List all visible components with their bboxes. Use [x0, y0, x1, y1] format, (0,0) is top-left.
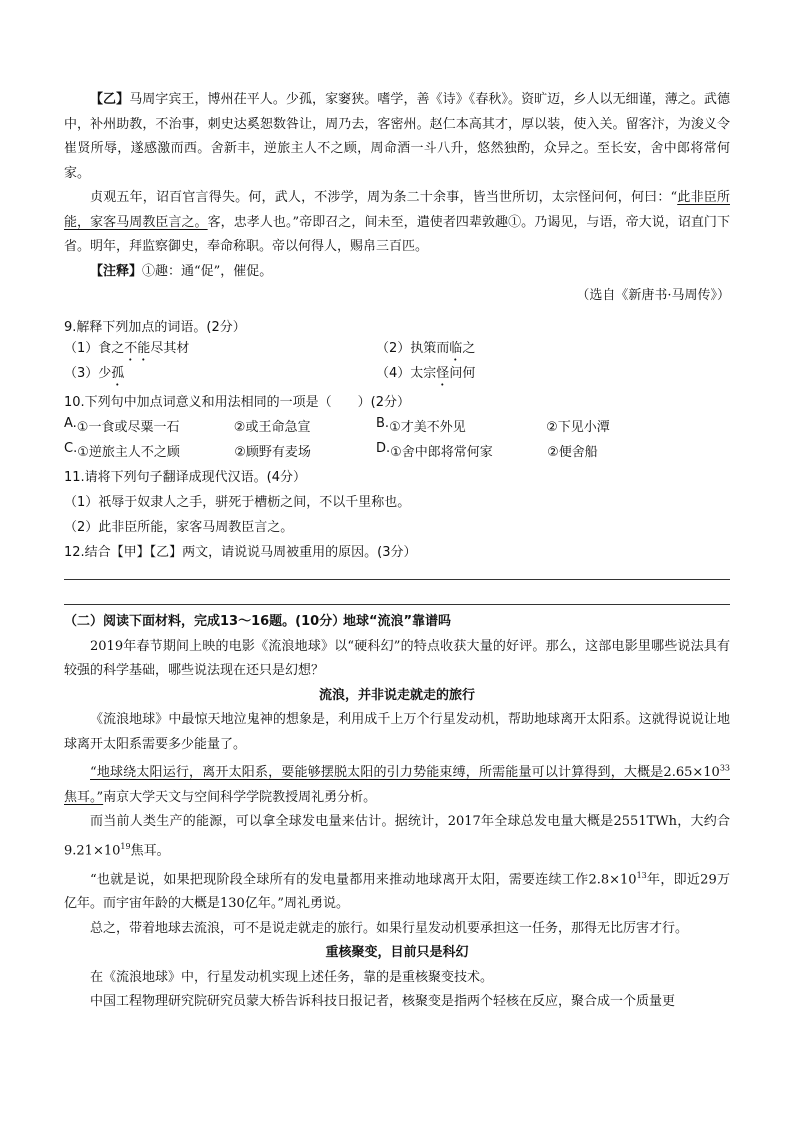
passage-yi-paragraph-2: 贞观五年，诏百官言得失。何，武人，不涉学，周为条二十余事，皆当世所切，太宗怪问何，何曰：“此非臣所能，家客马周教臣言之。客，忠孝人也。”帝即召之，间未至，遣使者四辈敦趣①。乃谒见，与语，帝大说，诏直门下省。明年，拜监察御史，奉命称职。帝以何得人，赐帛三百匹。 — [64, 190, 730, 254]
passage-yi-label: 【乙】 — [90, 92, 130, 107]
q9-item-2: （2）执策而临之 — [376, 341, 476, 356]
dotted-word: 怪 — [436, 366, 450, 381]
source-citation: （选自《新唐书·马周传》） — [576, 288, 730, 303]
q9-row-1 — [64, 338, 730, 363]
article-paragraph-6: 在《流浪地球》中，行星发动机实现上述任务，靠的是重核聚变技术。 — [90, 969, 494, 985]
subheading-2: 重核聚变，目前只是科幻 — [325, 945, 469, 961]
article-paragraph-1: 《流浪地球》中最惊天地泣鬼神的想象是，利用成千上万个行星发动机，帮助地球离开太阳系。这就得说说让地球离开太阳系需要多少能量了。 — [64, 712, 730, 752]
annotation-label: 【注释】 — [90, 263, 143, 279]
q11-stem: 11.请将下列句子翻译成现代汉语。(4分） — [64, 470, 307, 485]
questions-block — [64, 313, 730, 563]
q9-stem: 9.解释下列加点的词语。(2分） — [64, 320, 246, 335]
passage-yi — [64, 88, 730, 309]
q10-option-b: B. ①才美不外见 ②下见小潭 — [376, 416, 610, 435]
underlined-sentence: “地球绕太阳运行，离开太阳系，要能够摆脱太阳的引力势能束缚，所需能量可以计算得到，大概是$2.65\times 10^{33}$焦耳。” — [64, 764, 730, 805]
article-intro: 2019年春节期间上映的电影《流浪地球》以“硬科幻”的特点收获大量的好评。那么，这部电影里哪些说法具有较强的科学基础，哪些说法现在还只是幻想？ — [64, 638, 730, 678]
q11-sentence-2: （2）此非臣所能，家客马周教臣言之。 — [64, 520, 294, 535]
article-paragraph-5: 总之，带着地球去流浪，可不是说走就走的旅行。如果行星发动机要承担这一任务，那得无比厉害才行。 — [90, 920, 689, 936]
q9-row-2 — [64, 363, 730, 388]
q10-row-2 — [64, 438, 730, 463]
q10-option-d: D. ①舍中郎将常何家 ②便舍船 — [376, 441, 598, 460]
q10-option-c: C. ①逆旅主人不之顾 ②顾野有麦场 — [64, 441, 311, 460]
dotted-word: 孤 — [111, 366, 125, 381]
article-paragraph-7: 中国工程物理研究院研究员蒙大桥告诉科技日报记者，核聚变是指两个轻核在反应，聚合成一个质量更 — [90, 994, 676, 1010]
section-2-heading: （二）阅读下面材料，完成13～16题。(10分） — [64, 614, 346, 629]
q9-item-3: （3）少孤 — [64, 366, 125, 381]
q9-item-1: （1）食之不能尽其材 — [64, 341, 190, 356]
dotted-word: 不能 — [124, 341, 151, 356]
article-paragraph-2: “地球绕太阳运行，离开太阳系，要能够摆脱太阳的引力势能束缚，所需能量可以计算得到，大概是$2.65\times 10^{33}$焦耳。”南京大学天文与空间科学学院教授周礼勇分析。 — [64, 764, 730, 805]
passage-yi-paragraph-1: 【乙】马周字宾王，博州茌平人。少孤，家窭狭。嗜学，善《诗》《春秋》。资旷迈，乡人以无细谨，薄之。武德中，补州助教，不治事，刺史达奚恕数咎让，周乃去，客密州。赵仁本高其才，厚以装，使入关。留客汴，为浚义令崔贤所辱，遂感激而西。舍新丰，逆旅主人不之顾，周命酒一斗八升，悠然独酌，众异之。至长安，舍中郎将常何家。 — [64, 92, 730, 181]
answer-line-2 — [64, 604, 730, 605]
q10-option-a: A. ①一食或尽粟一石 ②或王命急宣 — [64, 416, 311, 435]
article-paragraph-4: “也就是说，如果把现阶段全球所有的发电量都用来推动地球离开太阳，需要连续工作$2.8\times 10^{13}$年，即近29万亿年。而宇宙年龄的大概是130亿年。”周礼勇说。 — [64, 870, 730, 912]
underlined-sentence: 此非臣所能，家客马周教臣言之。 — [64, 190, 730, 230]
dotted-word: 临 — [449, 341, 463, 356]
answer-line-1 — [64, 579, 730, 580]
q11-sentence-1: （1）祇辱于奴隶人之手，骈死于槽枥之间，不以千里称也。 — [64, 495, 411, 510]
q12-stem: 12.结合【甲】【乙】两文，请说说马周被重用的原因。(3分） — [64, 545, 417, 560]
section-2 — [64, 610, 730, 1015]
subheading-1: 流浪，并非说走就走的旅行 — [318, 687, 475, 703]
article-title: 地球“流浪”靠谱吗 — [342, 614, 452, 629]
annotation: 【注释】①趣：通“促”，催促。 — [90, 263, 273, 279]
article-paragraph-3: 而当前人类生产的能源，可以拿全球发电量来估计。据统计，2017年全球总发电量大概是2551TWh，大约合$9.21\times 10^{19}$焦耳。 — [64, 814, 730, 859]
q10-row-1 — [64, 413, 730, 438]
q10-stem: 10.下列句中加点词意义和用法相同的一项是（ ）(2分） — [64, 395, 411, 410]
q9-item-4: （4）太宗怪问何 — [376, 366, 476, 381]
